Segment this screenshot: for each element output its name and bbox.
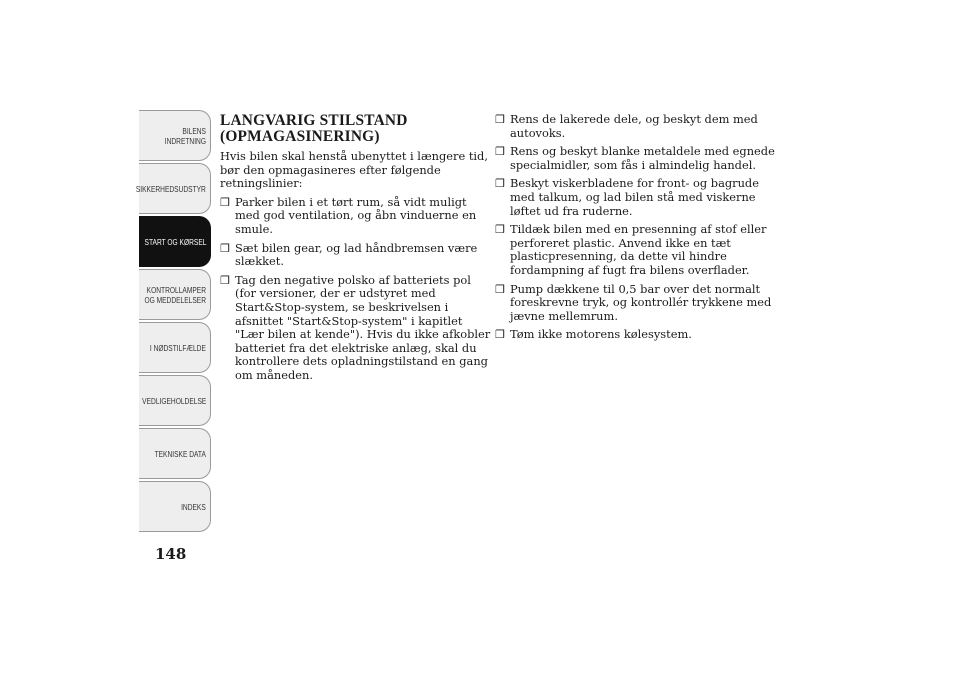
tab-label: TEKNISKE DATA — [154, 448, 207, 459]
tab-label: VEDLIGEHOLDELSE — [141, 395, 207, 406]
tab-label: SIKKERHEDSUDSTYR — [136, 183, 207, 194]
list-item-text: Tøm ikke motorens kølesystem. — [510, 327, 692, 342]
list-item — [495, 145, 785, 172]
tab-tekniske-data[interactable] — [139, 428, 211, 479]
list-item — [495, 223, 785, 277]
tab-bilens-indretning[interactable] — [139, 110, 211, 161]
tab-i-nodstilfaelde[interactable] — [139, 322, 211, 373]
checkbox-bullet-icon: ❒ — [495, 177, 505, 191]
list-item-text: Tildæk bilen med en presenning af stof eller perforeret plastic. Anvend ikke en tæt plasticpresenning, da dette vil hindre fordampning af fugt fra bilens overflader. — [510, 222, 767, 277]
list-item-text: Rens de lakerede dele, og beskyt dem med autovoks. — [510, 112, 758, 140]
list-item — [220, 242, 492, 269]
checkbox-bullet-icon: ❒ — [220, 241, 230, 255]
list-item-text: Rens og beskyt blanke metaldele med egnede specialmidler, som fås i almindelig handel. — [510, 144, 775, 172]
checkbox-bullet-icon: ❒ — [220, 195, 230, 209]
right-column — [495, 113, 785, 347]
checkbox-bullet-icon: ❒ — [495, 113, 505, 126]
section-heading — [220, 113, 492, 145]
list-item — [220, 274, 492, 383]
tab-indeks[interactable] — [139, 481, 211, 532]
checkbox-bullet-icon: ❒ — [495, 145, 505, 159]
list-item — [495, 283, 785, 324]
tab-label: START OG KØRSEL — [144, 236, 207, 247]
intro-paragraph: Hvis bilen skal henstå ubenyttet i længere tid, bør den opmagasineres efter følgende retningslinier: — [220, 149, 488, 191]
list-item-text: Beskyt viskerbladene for front- og bagrude med talkum, og lad bilen stå med viskerne løftet ud fra ruderne. — [510, 176, 759, 218]
page-number: 148 — [155, 545, 187, 563]
tab-vedligeholdelse[interactable] — [139, 375, 211, 426]
tab-start-og-korsel[interactable] — [139, 216, 211, 267]
list-item — [495, 113, 785, 140]
tab-sikkerhedsudstyr[interactable] — [136, 163, 211, 214]
checkbox-bullet-icon: ❒ — [495, 223, 505, 237]
checkbox-bullet-icon: ❒ — [495, 282, 505, 296]
tab-label: BILENS INDRETNING — [164, 125, 207, 146]
heading-line-1: LANGVARIG STILSTAND — [220, 112, 408, 129]
list-item-text: Sæt bilen gear, og lad håndbremsen være slækket. — [235, 240, 478, 269]
tab-label: KONTROLLAMPER OG MEDDELELSER — [144, 284, 207, 305]
tab-label: INDEKS — [181, 501, 207, 512]
list-item — [220, 196, 492, 237]
left-column — [220, 113, 492, 388]
chapter-tabs — [136, 110, 211, 534]
list-item — [495, 177, 785, 218]
list-item — [495, 328, 785, 342]
checkbox-bullet-icon: ❒ — [495, 328, 505, 342]
list-item-text: Tag den negative polsko af batteriets pol (for versioner, der er udstyret med Start&Stop-system, se beskrivelsen i afsnittet "Start&Stop-system" i kapitlet "Lær bilen at kende"). Hvis du ikke afkobler batteriet fra det elektriske anlæg, skal du kontrollere dets opladningstilstand en gang om måneden. — [235, 272, 491, 382]
list-item-text: Parker bilen i et tørt rum, så vidt muligt med god ventilation, og åbn vinduerne en smule. — [235, 194, 477, 236]
tab-kontrollamper[interactable] — [139, 269, 211, 320]
heading-line-2: (OPMAGASINERING) — [220, 128, 380, 145]
tab-label: I NØDSTILFÆLDE — [150, 342, 207, 353]
list-item-text: Pump dækkene til 0,5 bar over det normalt foreskrevne tryk, og kontrollér trykkene med jævne mellemrum. — [510, 281, 772, 323]
checkbox-bullet-icon: ❒ — [220, 273, 230, 287]
